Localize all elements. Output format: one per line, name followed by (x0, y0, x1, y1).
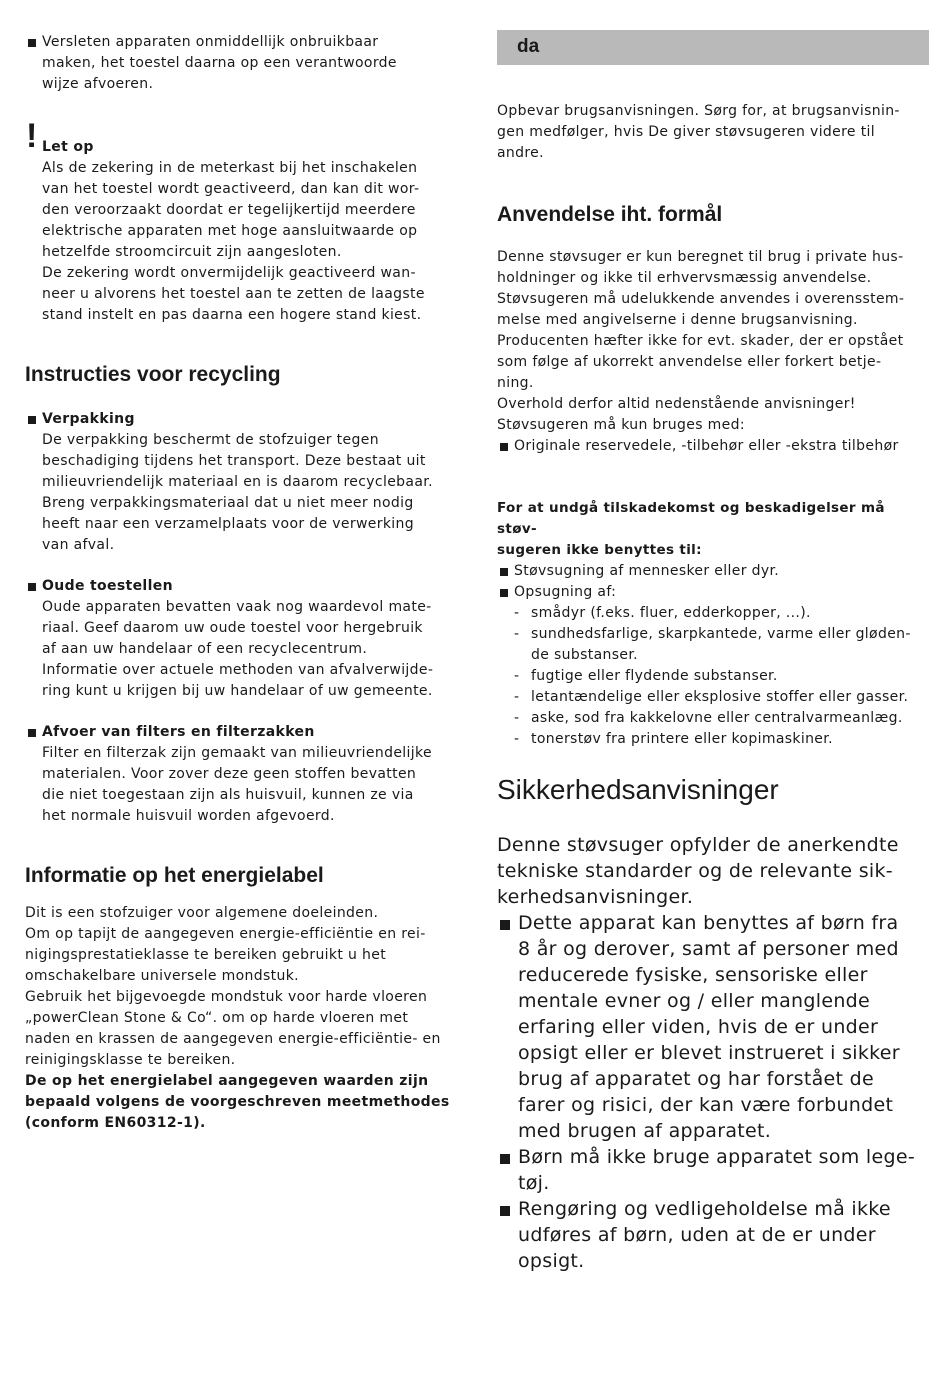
safety-bullet-no-toy: Børn må ikke bruge apparatet som lege- tøj. (497, 1144, 929, 1196)
bullet-square-icon (28, 583, 36, 591)
bullet-square-icon (28, 416, 36, 424)
dash-item: - fugtige eller flydende substanser. (514, 668, 778, 684)
language-code: da (517, 36, 540, 57)
safety-bullet-children-capacity: Dette apparat kan benyttes af børn fra 8 år og derover, samt af personer med reducerede fysiske, sensoriske eller mentale evner og / eller manglende erfaring eller viden, hvis de er under opsigt eller er blevet instrueret i sikker brug af apparatet og har forstået de farer og risici, der kan være forbundet med brugen af apparatet. (497, 910, 929, 1144)
exclamation-icon: ! (26, 117, 38, 155)
energy-text: Dit is een stofzuiger voor algemene doeleinden. Om op tapijt de aangegeven energie-efficiëntie en rei- nigingsprestatieklasse te bereiken gebruikt u het omschakelbare universele mondstuk. Gebruik het bijgevoegde mondstuk voor harde vloeren „powerClean Stone & Co“. om op harde vloeren met naden en krassen de aangegeven energie-efficiëntie- en reinigingsklasse te bereiken. De op het energielabel aangegeven waarden zijn bepaald volgens de voorgeschreven meetmethodes (conform EN60312-1). (25, 905, 450, 1131)
energy-heading: Informatie op het energielabel (25, 864, 324, 887)
prevent-bullet-people: Støvsugning af mennesker eller dyr. (497, 561, 929, 582)
storage-intro: Opbevar brugsanvisningen. Sørg for, at brugsanvisnin- gen medfølger, hvis De giver støvsugeren videre til andre. (497, 103, 900, 161)
prevent-bullet-suction: Opsugning af: (497, 582, 929, 603)
bullet-square-icon (500, 589, 508, 597)
safety-text: Denne støvsuger opfylder de anerkendte tekniske standarder og de relevante sik- kerhedsanvisninger. Dette apparat kan benyttes af børn fra 8 år og derover, samt af personer med reducerede fysiske, sensoriske eller mentale evner og / eller manglende erfaring eller viden, hvis de er under opsigt eller er blevet instrueret i sikker brug af apparatet og har forstået de farer og risici, der kan være forbundet med brugen af apparatet. Børn må ikke bruge apparatet som lege- tøj. Rengøring og vedligeholdelse må ikke udføres af børn, uden at de er under opsigt. (497, 832, 929, 1274)
recycling-item-old-devices: Oude toestellen Oude apparaten bevatten vaak nog waardevol mate- riaal. Geef daarom uw oude toestel voor hergebruik af aan uw handelaar of een recyclecentrum. Informatie over actuele methoden van afvalverwijde- ring kunt u krijgen bij uw handelaar of uw gemeente. (25, 576, 472, 702)
dash-item: - smådyr (f.eks. fluer, edderkopper, ...). (514, 605, 811, 621)
recycling-item-packaging: Verpakking De verpakking beschermt de stofzuiger tegen beschadiging tijdens het transport. Deze bestaat uit milieuvriendelijk materiaal en is daarom recyclebaar. Breng verpakkingsmateriaal dat u niet meer nodig heeft naar een verzamelplaats voor de verwerking van afval. (25, 409, 472, 556)
dash-item: - aske, sod fra kakkelovne eller centralvarmeanlæg. (514, 710, 903, 726)
bullet-square-icon (28, 39, 36, 47)
bullet-square-icon (28, 729, 36, 737)
dash-item: - letantændelige eller eksplosive stoffer eller gasser. (514, 689, 909, 705)
usage-text: Denne støvsuger er kun beregnet til brug i private hus- holdninger og ikke til erhvervsmæssig anvendelse. Støvsugeren må udelukkende anvendes i overensstem- melse med angivelserne i denne brugsanvisning. Producenten hæfter ikke for evt. skader, der er opstået som følge af ukorrekt anvendelse eller forkert betje- ning. Overhold derfor altid nedenstående anvisninger! Støvsugeren må kun bruges med: Originale reservedele, -tilbehør eller -ekstra tilbehør (497, 247, 929, 457)
safety-heading: Sikkerhedsanvisninger (497, 774, 779, 805)
warning-block: ! Let op Als de zekering in de meterkast bij het inschakelen van het toestel wordt geactiveerd, dan kan dit wor- den veroorzaakt doordat er tegelijkertijd meerdere elektrische apparaten met hoge aansluitwaarde op hetzelfde stroomcircuit zijn aangesloten. De zekering wordt onvermijdelijk geactiveerd wan- neer u alvorens het toestel aan te zetten de laagste stand instelt en pas daarna een hogere stand kiest. (25, 137, 472, 326)
safety-bullet-cleaning: Rengøring og vedligeholdelse må ikke udføres af børn, uden at de er under opsigt. (497, 1196, 929, 1274)
prevent-block: For at undgå tilskadekomst og beskadigelser må støv- sugeren ikke benyttes til: Støvsugning af mennesker eller dyr. Opsugning af: - smådyr (f.eks. fluer, edderkopper, ...). - sundhedsfarlige, skarpkantede, varme eller gløden- de substanser. - fugtige eller flydende substanser. - letantændelige eller eksplosive stoffer eller gasser. - aske, sod fra kakkelovne eller centralvarmeanlæg. - tonerstøv fra printere eller kopimaskiner. (497, 498, 929, 750)
bullet-square-icon (500, 1206, 510, 1216)
language-bar (497, 30, 929, 65)
usage-heading: Anvendelse iht. formål (497, 203, 723, 226)
bullet-square-icon (500, 568, 508, 576)
bullet-square-icon (500, 920, 510, 930)
warning-title: Let op (42, 139, 94, 155)
accessories-bullet: Originale reservedele, -tilbehør eller -ekstra tilbehør (497, 436, 929, 457)
recycling-heading: Instructies voor recycling (25, 363, 281, 386)
bullet-square-icon (500, 1154, 510, 1164)
bullet-square-icon (500, 443, 508, 451)
disposal-bullet: Versleten apparaten onmiddellijk onbruikbaar maken, het toestel daarna op een verantwoorde wijze afvoeren. (25, 32, 472, 95)
recycling-item-filters: Afvoer van filters en filterzakken Filter en filterzak zijn gemaakt van milieuvriendelijke materialen. Voor zover deze geen stoffen bevatten die niet toegestaan zijn als huisvuil, kunnen ze via het normale huisvuil worden afgevoerd. (25, 722, 472, 827)
dash-item: - tonerstøv fra printere eller kopimaskiner. (514, 731, 833, 747)
dash-item: - sundhedsfarlige, skarpkantede, varme eller gløden- de substanser. (514, 626, 911, 663)
